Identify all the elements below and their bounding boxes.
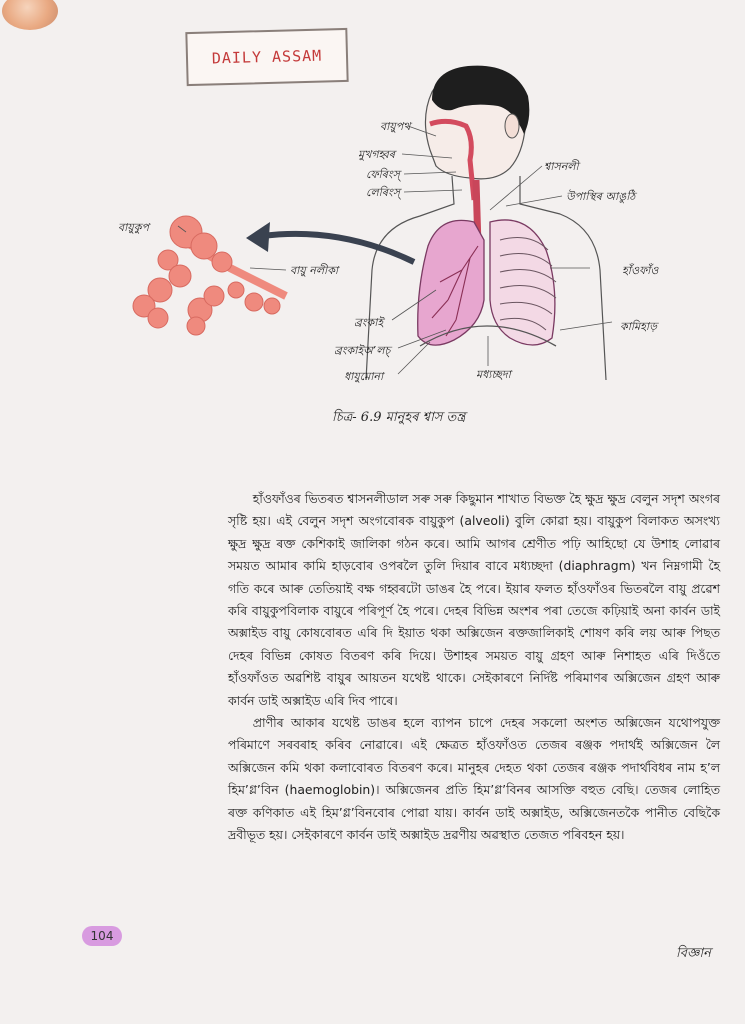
label-vayukup: বায়ুকুপ	[118, 221, 149, 234]
ear	[505, 114, 519, 138]
label-pleura: ধাযুমোনা	[344, 370, 384, 383]
arrow-head	[246, 222, 270, 252]
paragraph-2: প্ৰাণীৰ আকাৰ যথেষ্ট ডাঙৰ হলে ব্যাপন চাপে দেহৰ সকলো অংশত অক্সিজেন যথোপযুক্ত পৰিমাণে সৰবৰাহ কৰিব নোৱাৰে। এই ক্ষেত্ৰত হাঁওফাঁওত তেজৰ ৰঞ্জক পদাৰ্থই অক্সিজেন লৈ অক্সিজেন কমি থকা কলাবোৰত বিতৰণ কৰে। মানুহৰ দেহত থকা তেজৰ ৰঞ্জক পদাৰ্থবিধৰ নাম হ’ল হিম’গ্ল’বিন (haemoglobin)। অক্সিজেনৰ প্ৰতি হিম’গ্ল’বিনৰ আসক্তি বহুত বেছি। তেজৰ লোহিত ৰক্ত কণিকাত এই হিম’গ্ল’বিনবোৰ পোৱা যায়। কাৰ্বন ডাই অক্সাইড, অক্সিজেনতকৈ পানীত বেছিকৈ দ্ৰবীভূত হয়। সেইকাৰণে কাৰ্বন ডাই অক্সাইড দ্ৰৱণীয় অৱস্থাত তেজত পৰিবহন হয়।	[228, 715, 720, 843]
footer-subject: বিজ্ঞান	[676, 946, 711, 961]
label-trachea: শ্বাসনলী	[544, 160, 579, 173]
label-pharynx: ফেৰিংস্	[366, 168, 400, 181]
body-text	[228, 488, 720, 847]
paragraph-1: হাঁওফাঁওৰ ভিতৰত শ্বাসনলীডাল সৰু সৰু কিছুমান শাখাত বিভক্ত হৈ ক্ষুদ্ৰ ক্ষুদ্ৰ বেলুন সদৃশ অংগৰ সৃষ্টি হয়। এই বেলুন সদৃশ অংগবোৰক বায়ুকুপ (alveoli) বুলি কোৱা হয়। বায়ুকুপ বিলাকত অসংখ্য ক্ষুদ্ৰ ক্ষুদ্ৰ ৰক্ত কেশিকাই জালিকা গঠন কৰে। আমি আগৰ শ্ৰেণীত পঢ়ি আহিছো যে উশাহ লোৱাৰ সময়ত আমাৰ কামি হাড়বোৰ ওপৰলৈ তুলি দিয়াৰ বাবে মধ্যচ্ছদা (diaphragm) খন নিম্নগামী হৈ গতি কৰে আৰু তেতিয়াই বক্ষ গহ্বৰটো ডাঙৰ হৈ পৰে। ইয়াৰ ফলত হাঁওফাঁওৰ ভিতৰলৈ বায়ু প্ৰৱেশ কৰি বায়ুকুপবিলাক বায়ুৰে পৰিপূৰ্ণ হৈ পৰে। দেহৰ বিভিন্ন অংশৰ পৰা তেজে কঢ়িয়াই অনা কাৰ্বন ডাই অক্সাইড বায়ু কোষবোৰত এৰি দি ইয়াত থকা অক্সিজেন ৰক্তজালিকাই শোষণ কৰি লয় আৰু পিছত দেহৰ বিভিন্ন কোষত বিতৰণ কৰি দিয়ে। উশাহৰ সময়ত বায়ু গ্ৰহণ আৰু নিশাহত এৰি দিওঁতে হাঁওফাঁওত অৱশিষ্ট বায়ুৰ আয়তন যথেষ্ট থাকে। সেইকাৰণে নিৰ্দিষ্ট পৰিমাণৰ অক্সিজেন গ্ৰহণ আৰু কাৰ্বন ডাই অক্সাইড এৰি দিব পাৰে।	[228, 491, 720, 708]
label-bronchiole: ব্ৰংকাইঅ’লচ্	[334, 344, 391, 357]
page-number-badge: 104	[82, 926, 122, 946]
label-bronchus: ব্ৰংকাই	[354, 316, 384, 329]
label-lung: হাঁওফাঁও	[622, 264, 659, 277]
pointer-arrow	[262, 234, 414, 262]
figure-caption: চিত্ৰ- 6.9 মানুহৰ শ্বাস তন্ত্ৰ	[332, 410, 466, 425]
label-diaphragm: মধ্যচ্ছদা	[476, 368, 511, 381]
label-vayunalika: বায়ু নলীকা	[290, 264, 339, 277]
stamp-text: DAILY ASSAM	[211, 46, 323, 68]
label-vayupoth: বায়ুপথ	[380, 120, 411, 133]
label-ribs: কামিহাড়	[620, 320, 657, 333]
label-mukhgahbar: মুখগহ্বৰ	[358, 148, 396, 161]
label-larynx: লেৰিংস্	[366, 186, 401, 199]
label-epiglottis: উপাস্থিৰ আঙুঠি	[566, 190, 636, 203]
